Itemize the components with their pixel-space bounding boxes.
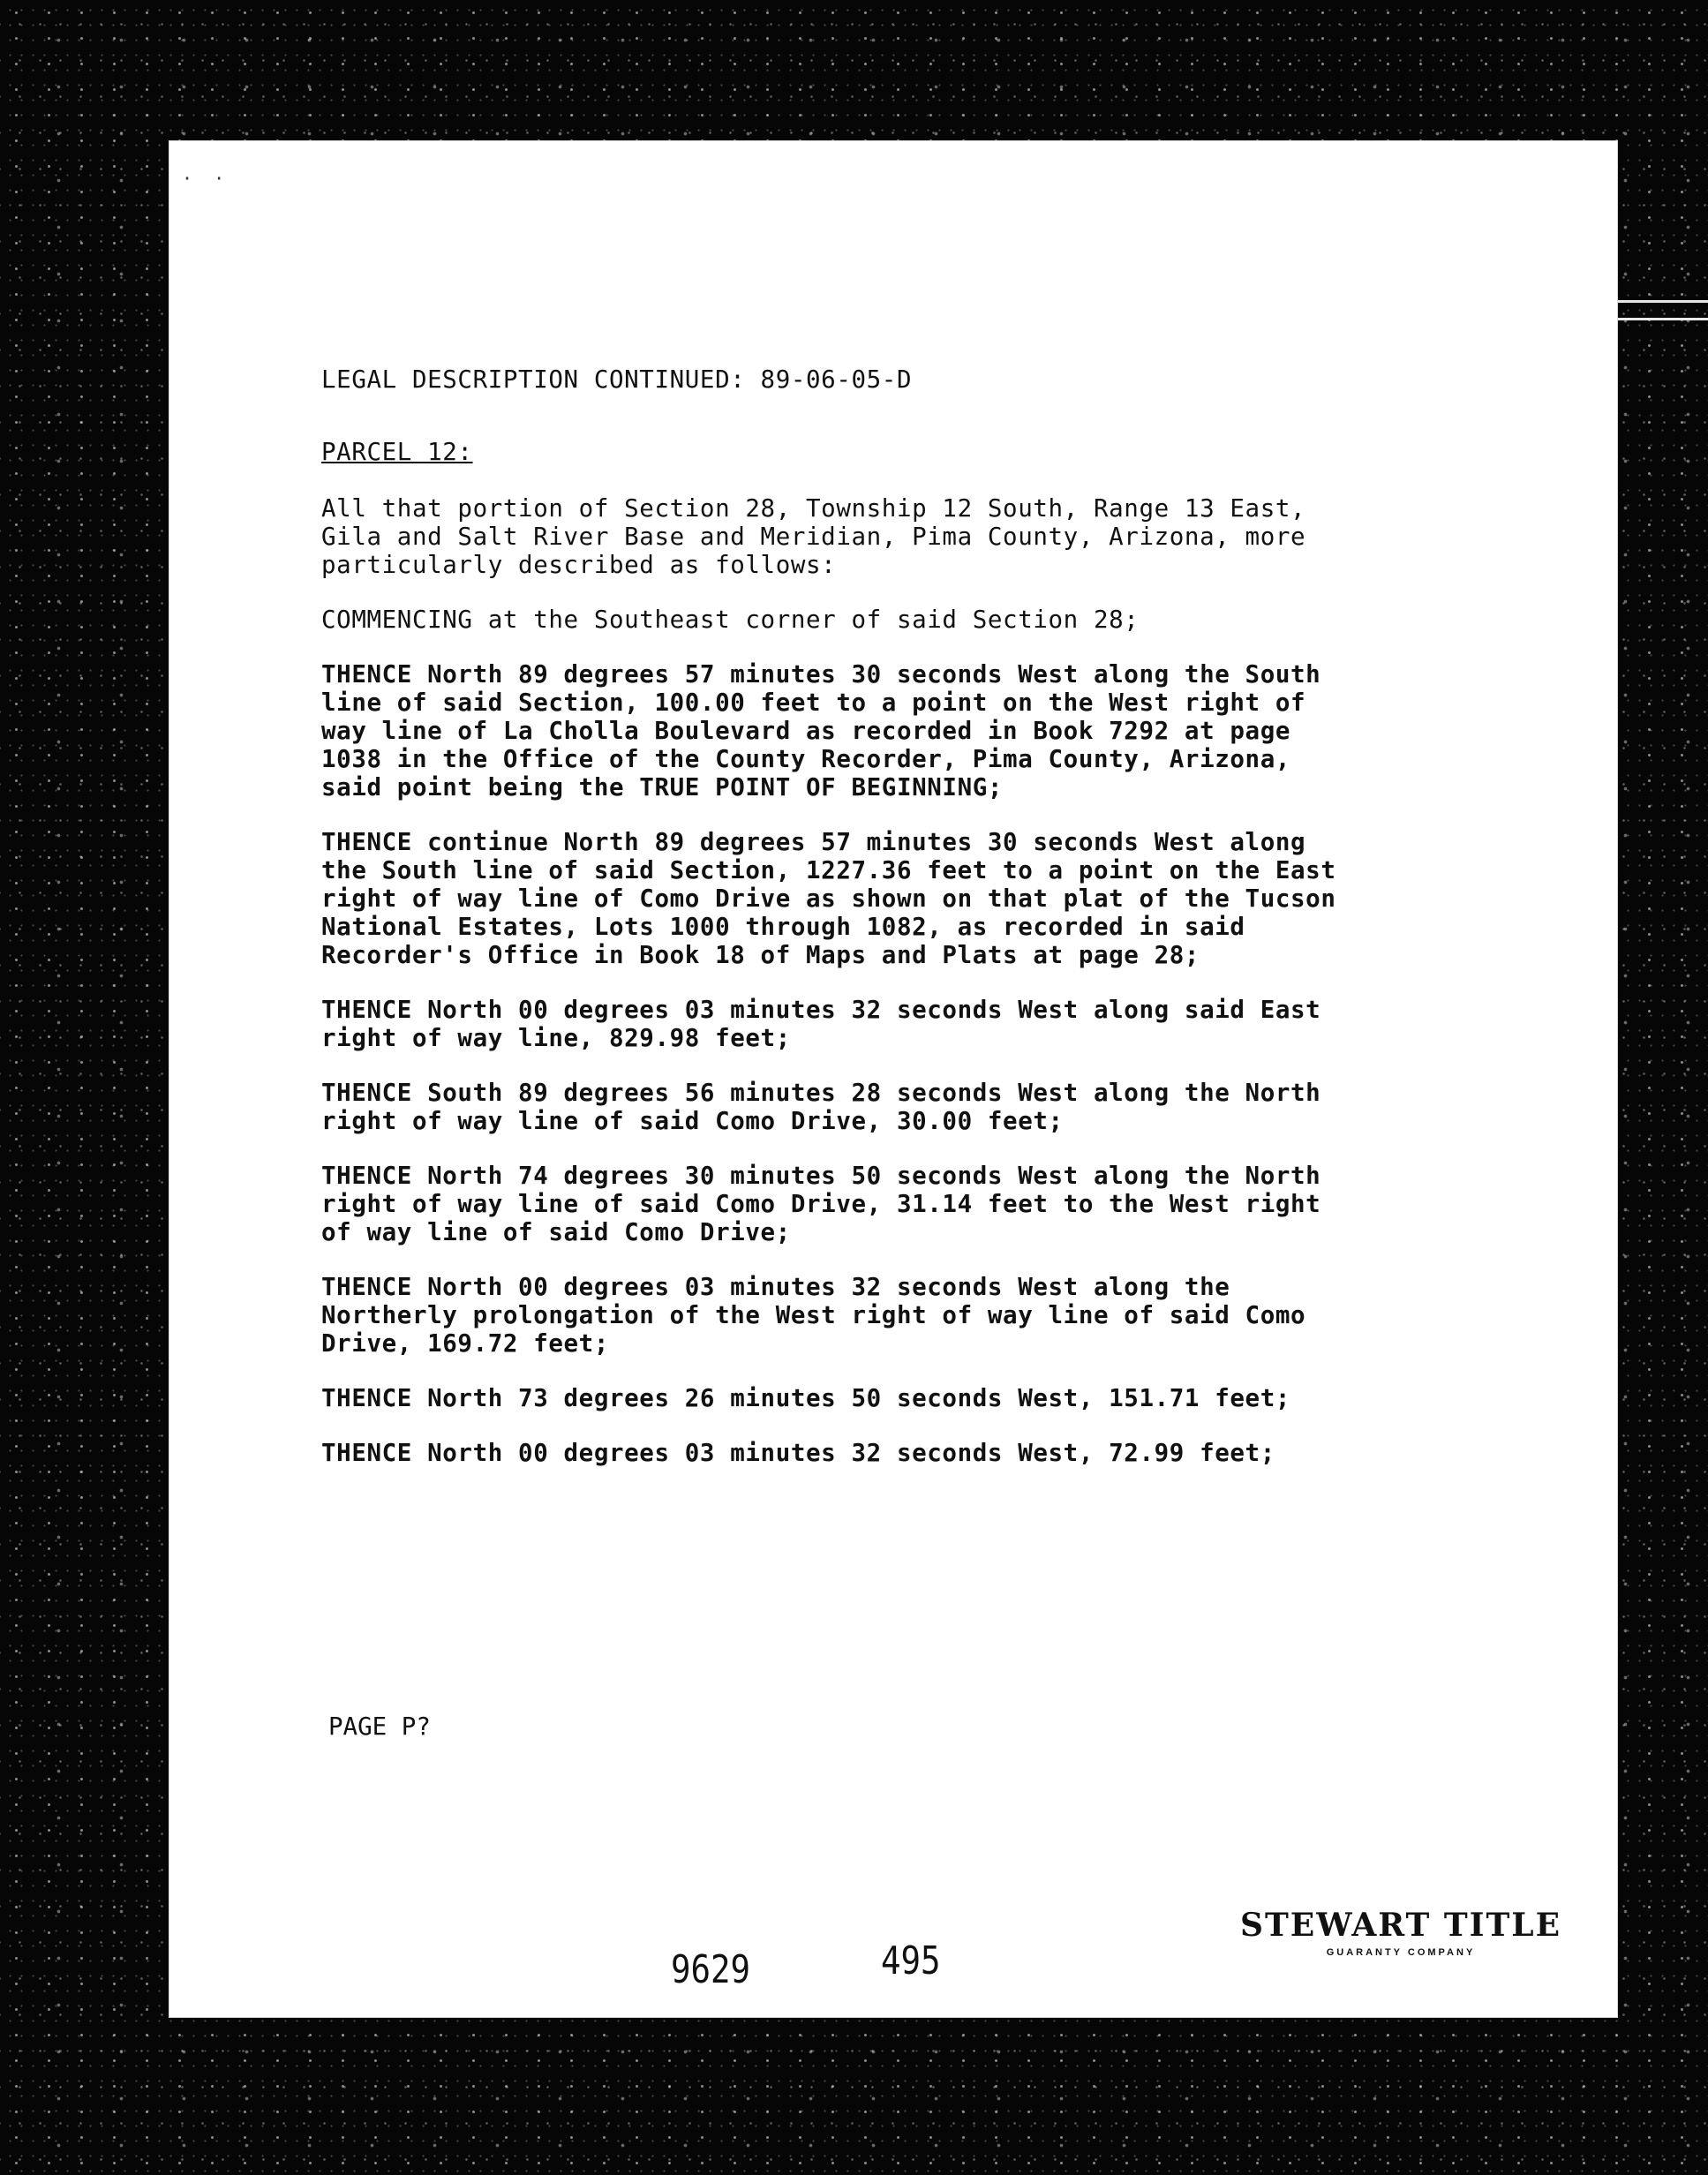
recording-book-number: 9629 [671, 1947, 751, 1992]
paragraph-course-6: THENCE North 00 degrees 03 minutes 32 seconds West along the Northerly prolongation of the West right of way line of said Como Drive, 169.72 feet; [321, 1273, 1306, 1358]
scan-artifact-line [1602, 300, 1708, 303]
paragraph-course-2: THENCE continue North 89 degrees 57 minutes 30 seconds West along the South line of said Section, 1227.36 feet to a point on the East right of way line of Como Drive as shown on that plat of the Tucson National Estates, Lots 1000 through 1082, as recorded in said Recorder's Office in Book 18 of Maps and Plats at page 28; [321, 828, 1336, 969]
paragraph-course-4: THENCE South 89 degrees 56 minutes 28 seconds West along the North right of way line of said Como Drive, 30.00 feet; [321, 1079, 1321, 1135]
logo-subtitle: GUARANTY COMPANY [1326, 1947, 1476, 1958]
recording-page-number: 495 [881, 1938, 941, 1983]
scan-speck: · · [182, 168, 230, 189]
page-reference: PAGE P? [328, 1712, 431, 1741]
parcel-label: PARCEL 12: [321, 438, 473, 466]
document-heading: LEGAL DESCRIPTION CONTINUED: 89-06-05-D [321, 365, 913, 394]
paragraph-course-5: THENCE North 74 degrees 30 minutes 50 seconds West along the North right of way line of said Como Drive, 31.14 feet to the West right of way line of said Como Drive; [321, 1162, 1321, 1246]
legal-description-body [321, 365, 1495, 1494]
document-page [169, 141, 1617, 2017]
paragraph-course-7: THENCE North 73 degrees 26 minutes 50 seconds West, 151.71 feet; [321, 1384, 1291, 1412]
paragraph-course-3: THENCE North 00 degrees 03 minutes 32 seconds West along said East right of way line, 829.98 feet; [321, 996, 1321, 1052]
scan-artifact-line [1602, 318, 1708, 320]
stewart-title-logo [1215, 1907, 1586, 1958]
paragraph-course-8: THENCE North 00 degrees 03 minutes 32 seconds West, 72.99 feet; [321, 1439, 1275, 1467]
logo-name: STEWART TITLE [1239, 1907, 1562, 1944]
paragraph-course-1: THENCE North 89 degrees 57 minutes 30 seconds West along the South line of said Section, 100.00 feet to a point on the West right of way line of La Cholla Boulevard as recorded in Book 7292 at page 1038 in the Office of the County Recorder, Pima County, Arizona, said point being the TRUE POINT OF BEGINNING; [321, 660, 1321, 802]
paragraph-intro: All that portion of Section 28, Township 12 South, Range 13 East, Gila and Salt River Base and Meridian, Pima County, Arizona, more particularly described as follows: [321, 494, 1306, 579]
paragraph-commencing: COMMENCING at the Southeast corner of said Section 28; [321, 606, 1140, 634]
